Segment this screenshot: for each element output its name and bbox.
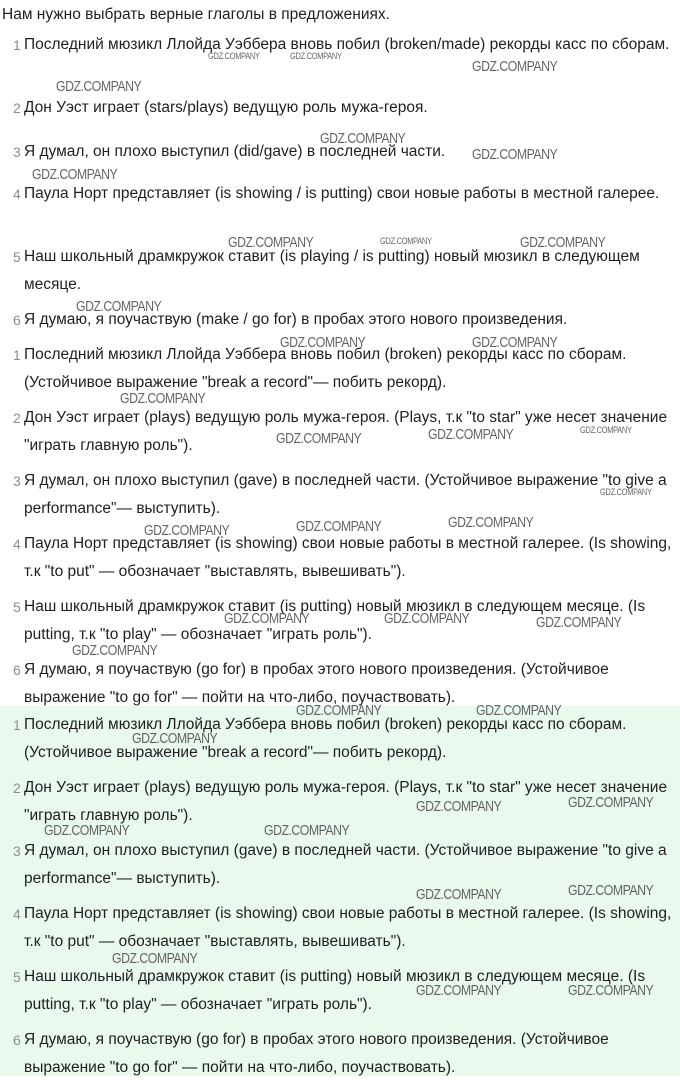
list-item [0,774,680,830]
item-number: 1 [13,347,21,363]
watermark: GDZ.COMPANY [144,522,230,539]
watermark: GDZ.COMPANY [296,518,382,535]
watermark: GDZ.COMPANY [76,298,162,315]
watermark: GDZ.COMPANY [320,130,406,147]
item-text: Наш школьный драмкружок ставит (is putting) новый мюзикл в следующем месяце. (Is putting, т.к "to play" — обозначает "играть роль"). [24,968,646,1013]
list-item [0,138,680,166]
watermark: GDZ.COMPANY [32,166,118,183]
item-number: 6 [13,662,21,678]
watermark: GDZ.COMPANY [44,822,130,839]
watermark: GDZ.COMPANY [276,430,362,447]
item-text: Я думал, он плохо выступил (gave) в последней части. (Устойчивое выражение "to give a performance"— выступить). [24,472,667,517]
item-text: Дон Уэст играет (plays) ведущую роль мужа-героя. (Plays, т.к "to star" уже несет значение "играть главную роль"). [24,779,668,824]
item-number: 4 [13,906,21,922]
watermark: GDZ.COMPANY [380,236,432,246]
list-item [0,243,680,299]
item-text: Паула Норт представляет (is showing) свои новые работы в местной галерее. (Is showing, т.к "to put" — обозначает "выставлять, вывешивать"). [24,535,672,580]
item-number: 6 [13,312,21,328]
watermark: GDZ.COMPANY [568,882,654,899]
watermark: GDZ.COMPANY [224,610,310,627]
watermark: GDZ.COMPANY [416,982,502,999]
watermark: GDZ.COMPANY [416,886,502,903]
watermark: GDZ.COMPANY [536,614,622,631]
list-item [0,530,680,586]
item-text: Я думаю, я поучаствую (make / go for) в пробах этого нового произведения. [24,311,568,328]
watermark: GDZ.COMPANY [264,822,350,839]
list-item [0,593,680,649]
list-item [0,94,680,122]
item-number: 5 [13,249,21,265]
watermark: GDZ.COMPANY [476,702,562,719]
item-text: Наш школьный драмкружок ставит (is playing / is putting) новый мюзикл в следующем месяце. [24,248,640,293]
watermark: GDZ.COMPANY [296,702,382,719]
item-text: Я думал, он плохо выступил (gave) в последней части. (Устойчивое выражение "to give a performance"— выступить). [24,842,667,887]
list-item [0,31,680,59]
item-text: Дон Уэст играет (plays) ведущую роль мужа-героя. (Plays, т.к "to star" уже несет значение "играть главную роль"). [24,409,668,454]
list-item [0,180,680,208]
list-item [0,656,680,712]
watermark: GDZ.COMPANY [72,642,158,659]
list-item [0,306,680,334]
watermark: GDZ.COMPANY [56,78,142,95]
watermark: GDZ.COMPANY [568,794,654,811]
item-text: Я думал, он плохо выступил (did/gave) в последней части. [24,143,446,160]
item-number: 2 [13,410,21,426]
watermark: GDZ.COMPANY [600,487,652,497]
watermark: GDZ.COMPANY [280,334,366,351]
item-number: 3 [13,144,21,160]
watermark: GDZ.COMPANY [416,798,502,815]
list-item [0,711,680,767]
watermark: GDZ.COMPANY [580,425,632,435]
item-text: Паула Норт представляет (is showing / is putting) свои новые работы в местной галерее. [24,185,660,202]
intro-text: Нам нужно выбрать верные глаголы в предложениях. [2,6,390,23]
item-number: 4 [13,186,21,202]
item-text: Наш школьный драмкружок ставит (is putting) новый мюзикл в следующем месяце. (Is putting, т.к "to play" — обозначает "играть роль"). [24,598,646,643]
item-text: Паула Норт представляет (is showing) свои новые работы в местной галерее. (Is showing, т.к "to put" — обозначает "выставлять, вывешивать"). [24,905,672,950]
item-number: 1 [13,717,21,733]
watermark: GDZ.COMPANY [472,334,558,351]
watermark: GDZ.COMPANY [472,146,558,163]
watermark: GDZ.COMPANY [448,514,534,531]
list-item [0,963,680,1019]
list-item [0,341,680,397]
watermark: GDZ.COMPANY [112,950,198,967]
watermark: GDZ.COMPANY [290,51,342,61]
item-number: 5 [13,969,21,985]
watermark: GDZ.COMPANY [520,234,606,251]
item-number: 5 [13,599,21,615]
list-item [0,404,680,460]
item-text: Последний мюзикл Ллойда Уэббера вновь побил (broken) рекорды касс по сборам. (Устойчивое выражение "break a record"— побить рекорд). [24,346,627,391]
watermark: GDZ.COMPANY [208,51,260,61]
item-number: 1 [13,37,21,53]
watermark: GDZ.COMPANY [472,58,558,75]
watermark: GDZ.COMPANY [132,730,218,747]
list-item [0,1026,680,1082]
watermark: GDZ.COMPANY [228,234,314,251]
item-number: 2 [13,780,21,796]
list-item [0,900,680,956]
item-text: Я думаю, я поучаствую (go for) в пробах этого нового произведения. (Устойчивое выражение "to go for" — пойти на что-либо, поучаствовать). [24,1031,609,1076]
list-item [0,467,680,523]
item-number: 6 [13,1032,21,1048]
item-text: Последний мюзикл Ллойда Уэббера вновь побил (broken/made) рекорды касс по сборам. [24,36,670,53]
item-text: Я думаю, я поучаствую (go for) в пробах этого нового произведения. (Устойчивое выражение "to go for" — пойти на что-либо, поучаствовать). [24,661,609,706]
item-number: 4 [13,536,21,552]
item-number: 2 [13,100,21,116]
watermark: GDZ.COMPANY [568,982,654,999]
watermark: GDZ.COMPANY [120,390,206,407]
item-number: 3 [13,843,21,859]
watermark: GDZ.COMPANY [428,426,514,443]
item-text: Последний мюзикл Ллойда Уэббера вновь побил (broken) рекорды касс по сборам. (Устойчивое выражение "break a record"— побить рекорд). [24,716,627,761]
watermark: GDZ.COMPANY [384,610,470,627]
item-number: 3 [13,473,21,489]
list-item [0,837,680,893]
item-text: Дон Уэст играет (stars/plays) ведущую роль мужа-героя. [24,99,428,116]
